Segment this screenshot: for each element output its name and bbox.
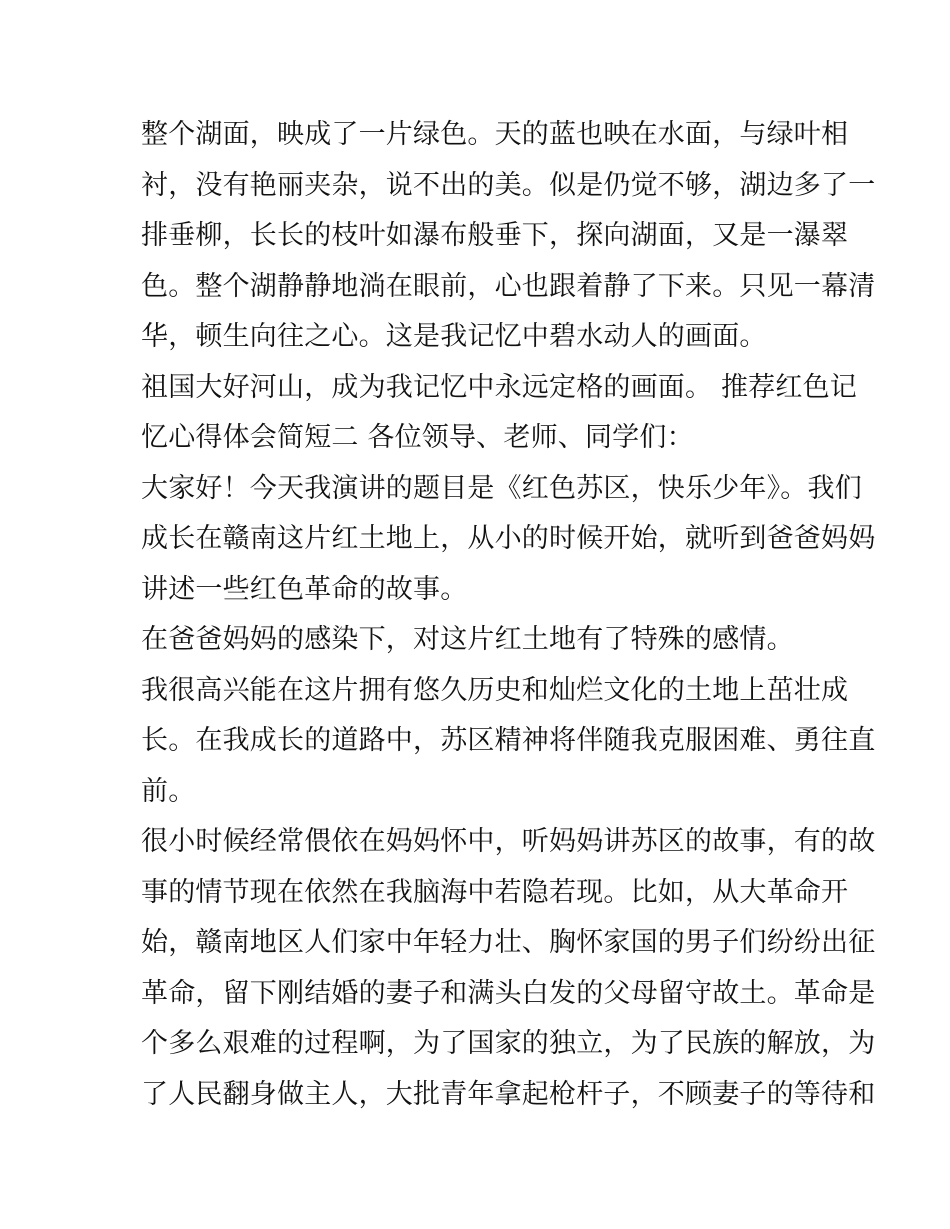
text-line: 了人民翻身做主人，大批青年拿起枪杆子，不顾妻子的等待和: [141, 1078, 876, 1110]
text-line: 前。: [141, 775, 196, 807]
text-line: 忆心得体会简短二 各位领导、老师、同学们：: [141, 422, 694, 453]
text-line: 整个湖面，映成了一片绿色。天的蓝也映在水面，与绿叶相: [141, 119, 849, 150]
text-line: 事的情节现在依然在我脑海中若隐若现。比如，从大革命开: [141, 876, 849, 908]
text-line: 在爸爸妈妈的感染下，对这片红土地有了特殊的感情。: [141, 624, 794, 655]
text-line: 我很高兴能在这片拥有悠久历史和灿烂文化的土地上茁壮成: [141, 674, 849, 706]
text-line: 长。在我成长的道路中，苏区精神将伴随我克服困难、勇往直: [141, 725, 876, 756]
text-line: 个多么艰难的过程啊，为了国家的独立，为了民族的解放，为: [141, 1028, 876, 1059]
text-line: 成长在赣南这片红土地上，从小的时候开始，就听到爸爸妈妈: [141, 523, 876, 554]
document-body: [141, 110, 876, 1120]
text-line: 很小时候经常偎依在妈妈怀中，听妈妈讲苏区的故事，有的故: [141, 826, 876, 857]
text-line: 始，赣南地区人们家中年轻力壮、胸怀家国的男子们纷纷出征: [141, 927, 876, 958]
text-line: 排垂柳，长长的枝叶如瀑布般垂下，探向湖面，又是一瀑翠: [141, 220, 849, 251]
text-line: 大家好！今天我演讲的题目是《红色苏区，快乐少年》。我们: [141, 472, 862, 504]
text-line: 祖国大好河山，成为我记忆中永远定格的画面。 推荐红色记: [141, 371, 857, 403]
text-line: 华，顿生向往之心。这是我记忆中碧水动人的画面。: [141, 321, 767, 352]
text-line: 讲述一些红色革命的故事。: [141, 573, 468, 605]
text-line: 衬，没有艳丽夹杂，说不出的美。似是仍觉不够，湖边多了一: [141, 169, 876, 201]
text-line: 革命，留下刚结婚的妻子和满头白发的父母留守故土。革命是: [141, 977, 876, 1009]
text-line: 色。整个湖静静地淌在眼前，心也跟着静了下来。只见一幕清: [141, 270, 876, 302]
